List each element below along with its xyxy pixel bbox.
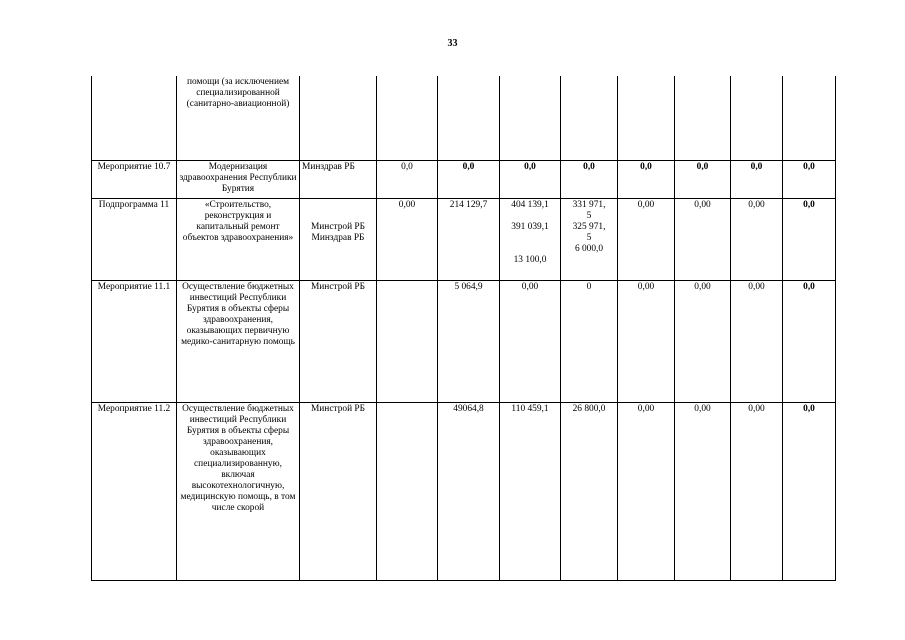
event-description-cell: Осуществление бюджетных инвестиций Республики Бурятия в объекты сферы здравоохранения, оказывающих первичную медико-санитарную помощь: [177, 280, 300, 402]
value-cell: [377, 280, 438, 402]
value-cell: 214 129,7: [438, 198, 500, 280]
value-line: 5: [586, 210, 592, 221]
value-line: 13 100,0: [513, 254, 547, 265]
value-cell: [675, 76, 731, 160]
table-row: [92, 160, 836, 198]
value-cell: [731, 76, 783, 160]
value-cell: 0: [561, 280, 618, 402]
value-cell: 110 459,1: [500, 402, 561, 580]
value-cell: 0,00: [675, 198, 731, 280]
value-cell: 0,0: [731, 160, 783, 198]
value-line: 325 971,: [572, 221, 606, 232]
value-cell: 0,00: [731, 402, 783, 580]
value-cell: 0,0: [783, 160, 836, 198]
value-cell: 0,00: [731, 198, 783, 280]
responsible-cell: Минстрой РБ: [300, 280, 377, 402]
value-cell: 0,00: [618, 198, 675, 280]
table-row: [92, 402, 836, 580]
event-name-cell: Мероприятие 10.7: [92, 160, 177, 198]
responsible-cell: [300, 198, 377, 280]
event-description-cell: Модернизация здравоохранения Республики Бурятия: [177, 160, 300, 198]
value-line: 404 139,1: [511, 199, 549, 210]
value-cell: 0,00: [675, 402, 731, 580]
value-line: 6 000,0: [574, 243, 604, 254]
value-cell: 0,00: [377, 198, 438, 280]
value-cell: 26 800,0: [561, 402, 618, 580]
event-name-cell: Подпрограмма 11: [92, 198, 177, 280]
value-cell: 0,00: [731, 280, 783, 402]
responsible-cell: Минздрав РБ: [300, 160, 377, 198]
event-description-cell: «Строительство, реконструкция и капитальный ремонт объектов здравоохранения»: [177, 198, 300, 280]
value-cell: 0,0: [783, 280, 836, 402]
value-cell: 0,0: [783, 402, 836, 580]
value-cell: 49064,8: [438, 402, 500, 580]
table-row: [92, 76, 836, 160]
value-line: 331 971,: [572, 199, 606, 210]
value-cell: 0,0: [618, 160, 675, 198]
value-cell: [500, 198, 561, 280]
value-line: 5: [586, 232, 592, 243]
value-cell: 0,0: [377, 160, 438, 198]
value-cell: 5 064,9: [438, 280, 500, 402]
value-cell: 0,00: [618, 280, 675, 402]
table-row: [92, 280, 836, 402]
value-cell: [500, 76, 561, 160]
event-name-cell: Мероприятие 11.2: [92, 402, 177, 580]
value-cell: 0,00: [618, 402, 675, 580]
responsible-cell: Минстрой РБ: [300, 402, 377, 580]
value-cell: 0,00: [675, 280, 731, 402]
value-cell: [438, 76, 500, 160]
value-cell: [561, 76, 618, 160]
value-cell: 0,0: [783, 198, 836, 280]
table-row: [92, 198, 836, 280]
event-description-cell: Осуществление бюджетных инвестиций Республики Бурятия в объекты сферы здравоохранения, оказывающих специализированную, включая высокотехнологичную, медицинскую помощь, в том числе скорой: [177, 402, 300, 580]
value-cell: 0,00: [500, 280, 561, 402]
event-description-cell: помощи (за исключением специализированной (санитарно-авиационной): [177, 76, 300, 160]
value-cell: [783, 76, 836, 160]
responsible-line: Минстрой РБ: [310, 221, 366, 232]
value-cell: 0,0: [561, 160, 618, 198]
value-cell: 0,0: [438, 160, 500, 198]
value-cell: [561, 198, 618, 280]
program-funding-table: [91, 76, 836, 581]
value-cell: [377, 76, 438, 160]
event-name-cell: [92, 76, 177, 160]
page-number: 33: [447, 38, 458, 49]
responsible-line: Минздрав РБ: [311, 232, 365, 243]
value-cell: 0,0: [675, 160, 731, 198]
value-cell: [618, 76, 675, 160]
event-name-cell: Мероприятие 11.1: [92, 280, 177, 402]
responsible-cell: [300, 76, 377, 160]
value-line: 391 039,1: [511, 221, 549, 232]
value-cell: [377, 402, 438, 580]
value-cell: 0,0: [500, 160, 561, 198]
